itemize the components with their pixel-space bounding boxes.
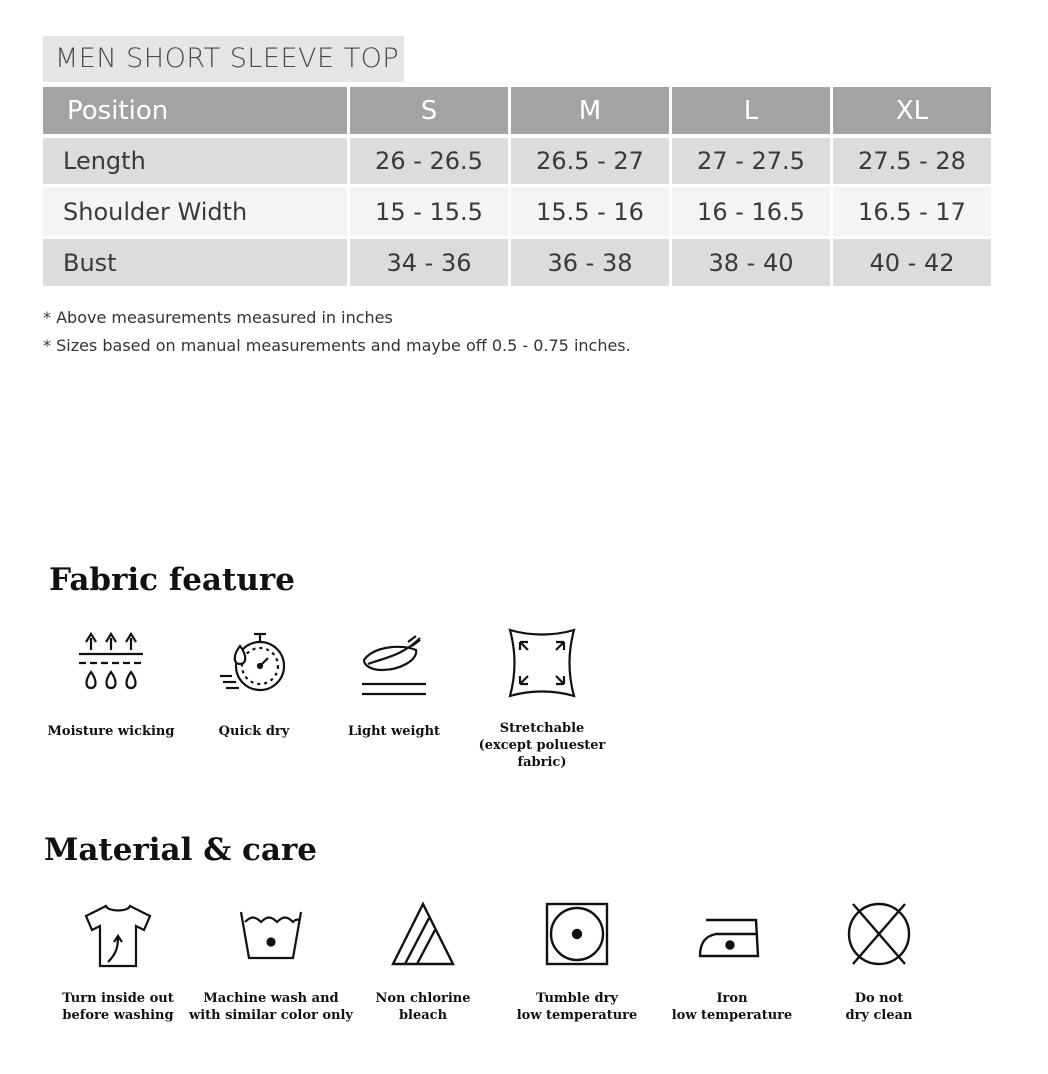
- row-label: Length: [43, 134, 347, 184]
- care-label-sub: low temperature: [516, 1008, 638, 1023]
- machine-wash-icon: [231, 898, 311, 970]
- moisture-wicking-icon: [71, 628, 151, 698]
- inside-out-icon: [78, 898, 158, 970]
- care-label-sub: dry clean: [845, 1008, 913, 1023]
- quick-dry-icon: [214, 628, 294, 698]
- size-chart-table: [40, 87, 994, 286]
- care-label-sub: with similar color only: [189, 1008, 353, 1023]
- feature-stretchable: [462, 628, 622, 771]
- header-position: Position: [43, 87, 347, 134]
- row-label: Shoulder Width: [43, 184, 347, 236]
- table-row: [43, 236, 991, 286]
- care-tumble-dry: [492, 898, 662, 1024]
- feature-label: Quick dry: [218, 724, 290, 739]
- table-row: [43, 184, 991, 236]
- header-size-m: M: [511, 87, 669, 134]
- table-cell: 27 - 27.5: [672, 134, 830, 184]
- row-label: Bust: [43, 236, 347, 286]
- care-label: Do not: [854, 991, 904, 1006]
- table-cell: 15.5 - 16: [511, 184, 669, 236]
- care-label: Turn inside out: [62, 991, 174, 1006]
- fabric-feature-heading: Fabric feature: [49, 562, 295, 598]
- table-cell: 27.5 - 28: [833, 134, 991, 184]
- care-iron: [647, 898, 817, 1024]
- feature-light-weight: [314, 628, 474, 740]
- care-inside-out: [33, 898, 203, 1024]
- feature-moisture-wicking: [31, 628, 191, 740]
- iron-icon: [692, 898, 772, 970]
- feature-label: Stretchable: [499, 721, 585, 736]
- table-cell: 26.5 - 27: [511, 134, 669, 184]
- table-row: [43, 134, 991, 184]
- tumble-dry-icon: [537, 898, 617, 970]
- feature-quick-dry: [174, 628, 334, 740]
- header-size-l: L: [672, 87, 830, 134]
- stretchable-icon: [502, 628, 582, 698]
- care-non-chlorine-bleach: [338, 898, 508, 1024]
- no-dry-clean-icon: [839, 898, 919, 970]
- care-no-dry-clean: [794, 898, 964, 1024]
- care-label-sub: bleach: [398, 1008, 448, 1023]
- table-cell: 16 - 16.5: [672, 184, 830, 236]
- table-cell: 16.5 - 17: [833, 184, 991, 236]
- feature-label: Moisture wicking: [47, 724, 175, 739]
- header-size-xl: XL: [833, 87, 991, 134]
- page-title: MEN SHORT SLEEVE TOP: [43, 36, 404, 82]
- note-accuracy: * Sizes based on manual measurements and maybe off 0.5 - 0.75 inches.: [43, 336, 631, 355]
- care-label: Non chlorine: [375, 991, 471, 1006]
- care-label: Machine wash and: [203, 991, 339, 1006]
- table-cell: 34 - 36: [350, 236, 508, 286]
- table-header-row: [43, 87, 991, 134]
- feature-label-sub: (except poluester fabric): [478, 738, 606, 770]
- light-weight-icon: [354, 628, 434, 698]
- care-label: Iron: [716, 991, 748, 1006]
- table-cell: 40 - 42: [833, 236, 991, 286]
- table-cell: 38 - 40: [672, 236, 830, 286]
- header-size-s: S: [350, 87, 508, 134]
- care-label: Tumble dry: [535, 991, 618, 1006]
- non-chlorine-bleach-icon: [383, 898, 463, 970]
- care-label-sub: before washing: [62, 1008, 174, 1023]
- table-cell: 15 - 15.5: [350, 184, 508, 236]
- care-label-sub: low temperature: [671, 1008, 793, 1023]
- feature-label: Light weight: [347, 724, 441, 739]
- note-units: * Above measurements measured in inches: [43, 308, 393, 327]
- table-cell: 26 - 26.5: [350, 134, 508, 184]
- material-care-heading: Material & care: [44, 832, 318, 868]
- care-machine-wash: [186, 898, 356, 1024]
- table-cell: 36 - 38: [511, 236, 669, 286]
